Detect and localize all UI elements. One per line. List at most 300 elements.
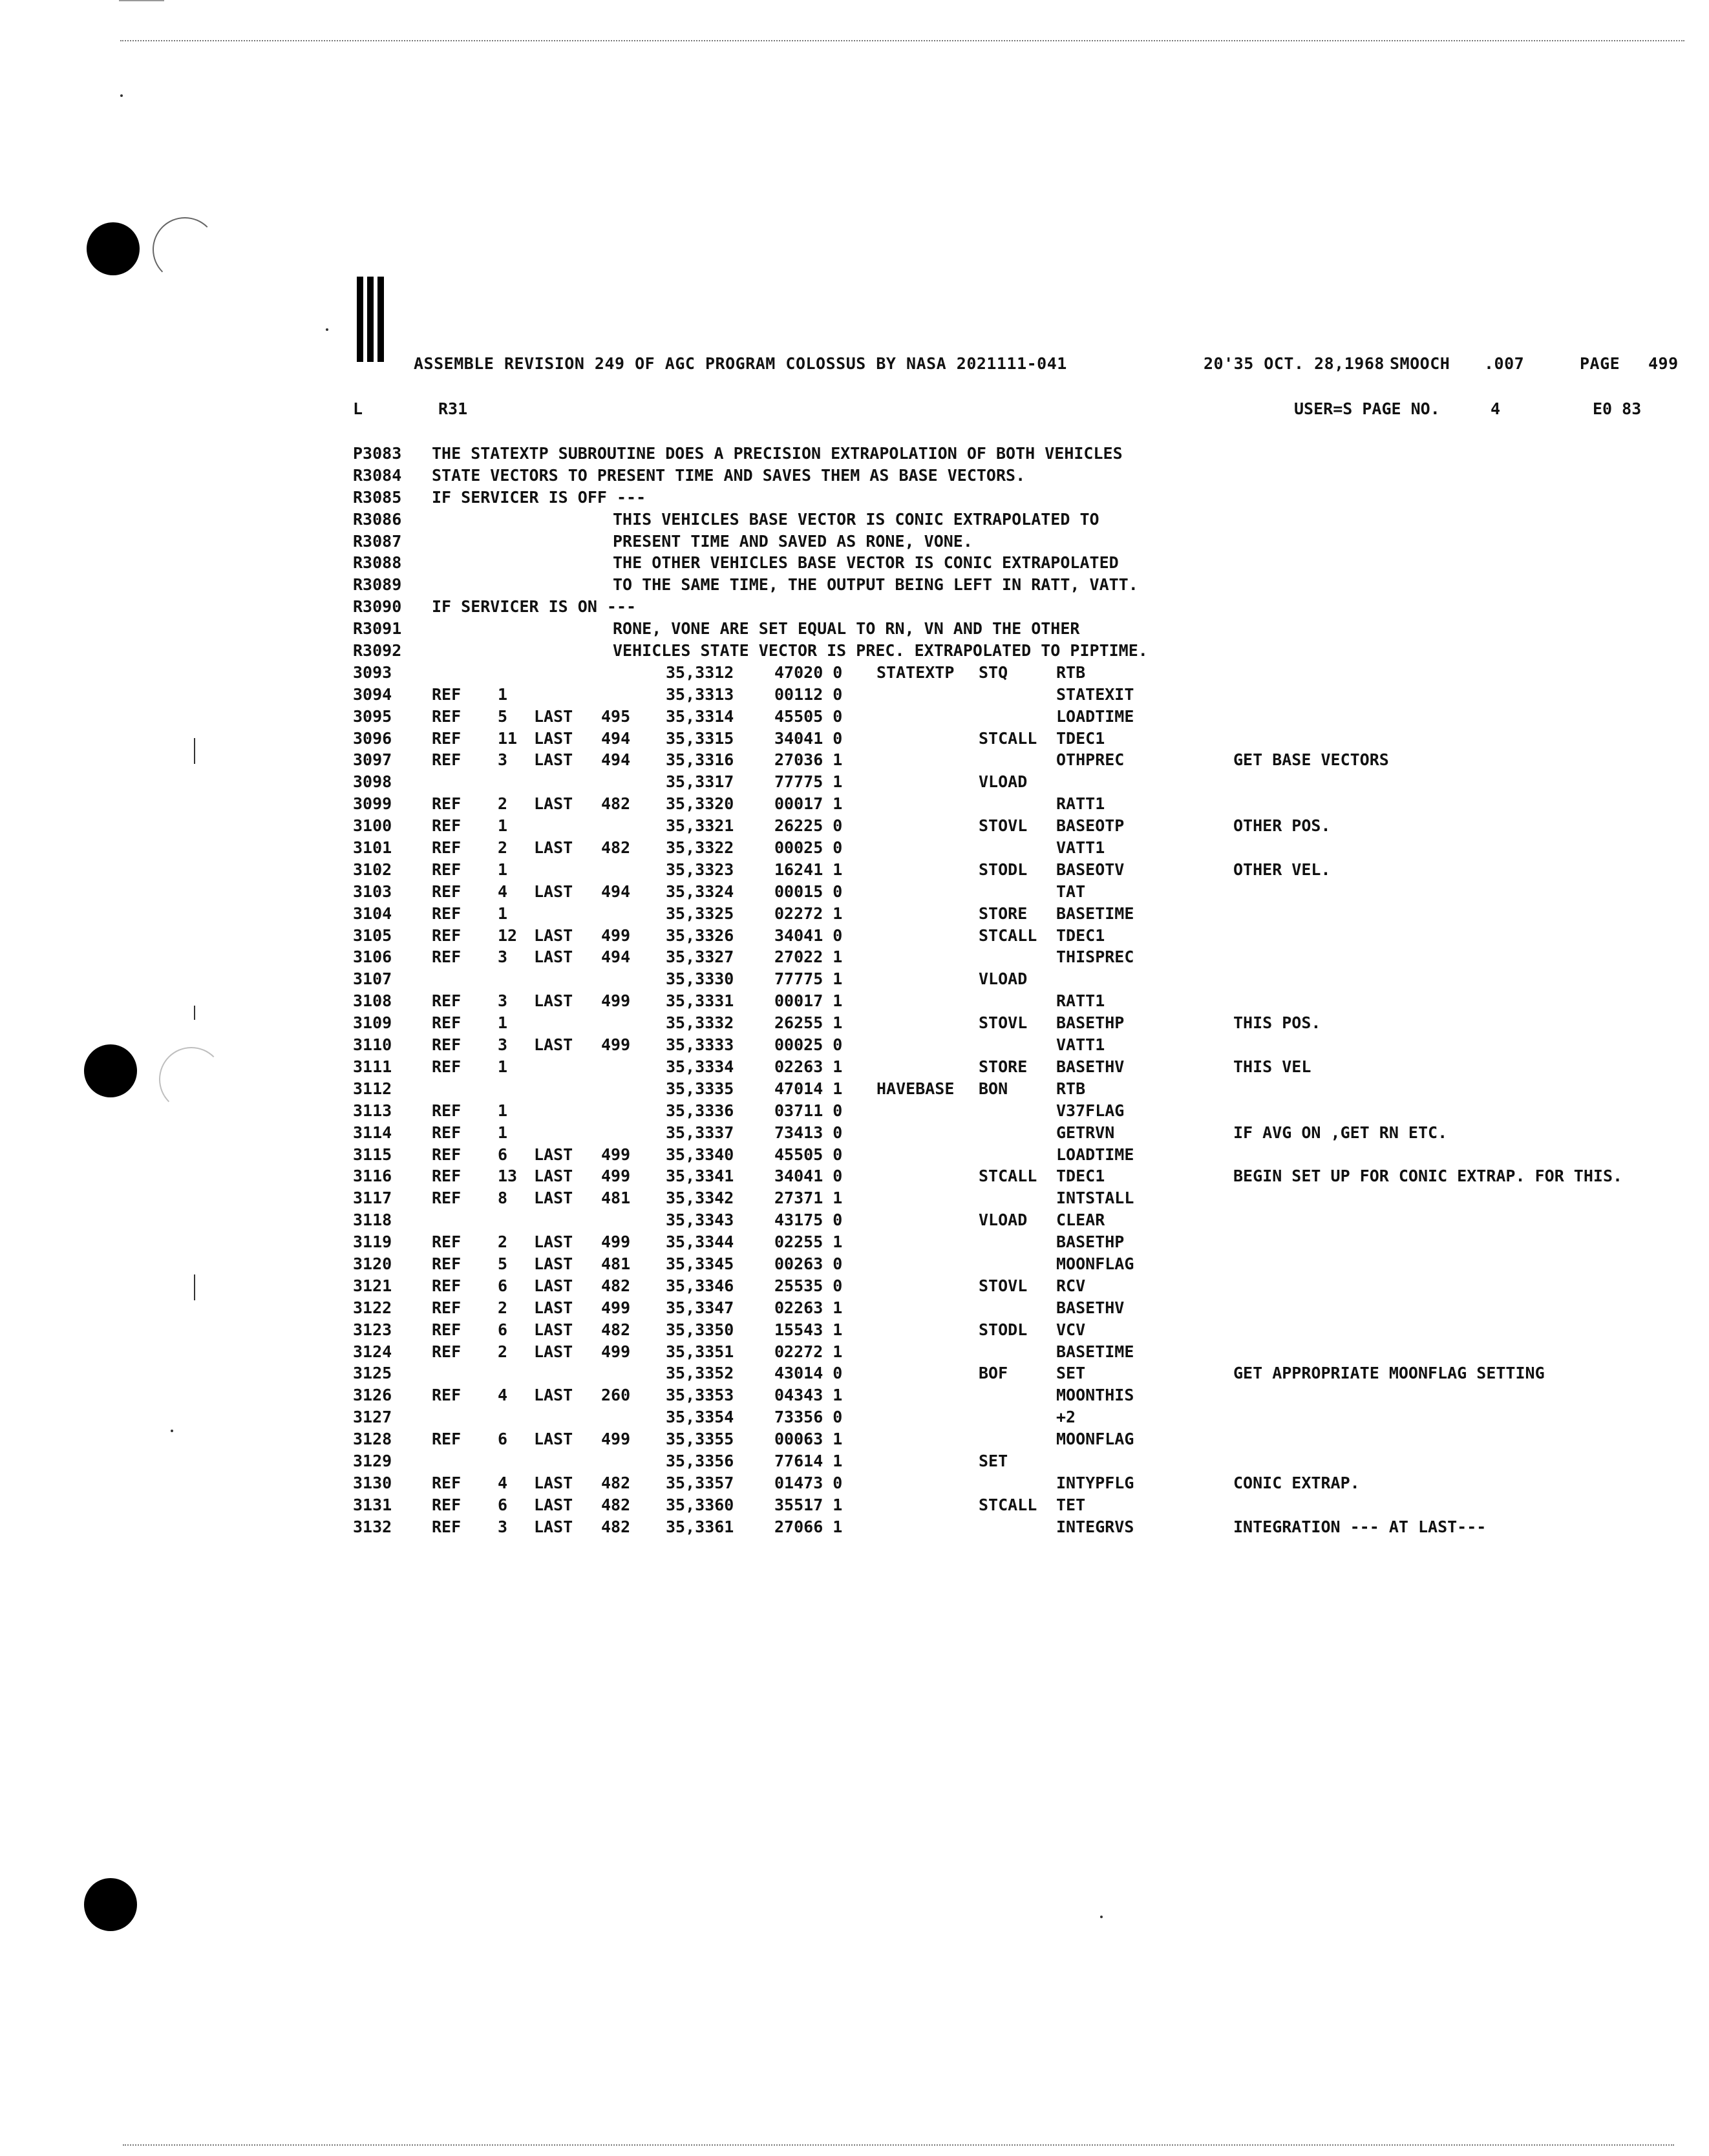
code-line	[0, 1386, 1709, 1408]
line-sequence-number: 3128	[353, 1430, 392, 1449]
operand: GETRVN	[1056, 1123, 1115, 1142]
line-sequence-number: 3107	[353, 969, 392, 989]
octal-word: 02255 1	[774, 1232, 843, 1252]
octal-word: 02272 1	[774, 904, 843, 923]
reference-type: REF	[432, 860, 462, 879]
line-sequence-number: 3124	[353, 1342, 392, 1361]
reference-count: 2	[498, 1232, 508, 1252]
speck	[1100, 1916, 1103, 1918]
last-reference-page: 499	[601, 925, 631, 945]
speck	[326, 328, 328, 331]
line-sequence-number: R3085	[353, 487, 402, 507]
line-sequence-number: 3111	[353, 1057, 392, 1076]
reference-count: 2	[498, 1342, 508, 1361]
operand: BASETHP	[1056, 1232, 1125, 1252]
last-reference-page: 499	[601, 1430, 631, 1449]
operand: INTSTALL	[1056, 1189, 1134, 1208]
reference-type: REF	[432, 1013, 462, 1033]
code-line	[0, 904, 1709, 926]
code-line	[0, 1320, 1709, 1342]
line-sequence-number: 3105	[353, 925, 392, 945]
reference-count: 2	[498, 838, 508, 858]
code-line	[0, 1364, 1709, 1386]
last-reference-label: LAST	[534, 1035, 573, 1055]
last-reference-label: LAST	[534, 1473, 573, 1492]
comment-text: IF SERVICER IS OFF ---	[432, 487, 646, 507]
memory-address: 35,3335	[666, 1079, 734, 1098]
reference-count: 1	[498, 1123, 508, 1142]
code-line	[0, 1298, 1709, 1320]
code-line	[0, 794, 1709, 816]
code-line	[0, 729, 1709, 751]
memory-address: 35,3331	[666, 991, 734, 1011]
octal-word: 43175 0	[774, 1210, 843, 1230]
comment-line	[0, 641, 1709, 663]
operand: INTYPFLG	[1056, 1473, 1134, 1492]
reference-count: 8	[498, 1189, 508, 1208]
code-line	[0, 1342, 1709, 1364]
listing-user: SMOOCH	[1390, 354, 1450, 373]
line-sequence-number: P3083	[353, 444, 402, 463]
operand: TET	[1056, 1495, 1086, 1514]
memory-address: 35,3332	[666, 1013, 734, 1033]
line-sequence-number: 3116	[353, 1167, 392, 1186]
octal-word: 01473 0	[774, 1473, 843, 1492]
code-comment: GET APPROPRIATE MOONFLAG SETTING	[1233, 1364, 1545, 1383]
operand: VCV	[1056, 1320, 1086, 1339]
reference-type: REF	[432, 947, 462, 967]
octal-word: 27022 1	[774, 947, 843, 967]
reference-type: REF	[432, 1189, 462, 1208]
operand: TAT	[1056, 882, 1086, 901]
last-reference-page: 499	[601, 1145, 631, 1164]
reference-type: REF	[432, 1232, 462, 1252]
reference-count: 1	[498, 684, 508, 704]
line-sequence-number: 3100	[353, 816, 392, 836]
reference-type: REF	[432, 750, 462, 770]
code-line	[0, 685, 1709, 707]
subheader-user-page: USER=S PAGE NO.	[1294, 399, 1440, 418]
reference-count: 1	[498, 1013, 508, 1033]
memory-address: 35,3340	[666, 1145, 734, 1164]
reference-type: REF	[432, 1320, 462, 1339]
operand: BASEOTP	[1056, 816, 1125, 836]
operand: BASETHV	[1056, 1298, 1125, 1317]
line-sequence-number: R3091	[353, 619, 402, 639]
comment-text: IF SERVICER IS ON ---	[432, 597, 637, 617]
octal-word: 16241 1	[774, 860, 843, 879]
last-reference-label: LAST	[534, 1495, 573, 1514]
line-sequence-number: 3096	[353, 728, 392, 748]
operand: TDEC1	[1056, 925, 1105, 945]
line-sequence-number: 3126	[353, 1386, 392, 1405]
octal-word: 77614 1	[774, 1451, 843, 1470]
reference-type: REF	[432, 794, 462, 814]
last-reference-label: LAST	[534, 1232, 573, 1252]
line-sequence-number: 3097	[353, 750, 392, 770]
octal-word: 00263 0	[774, 1254, 843, 1273]
reference-type: REF	[432, 706, 462, 726]
reference-count: 6	[498, 1145, 508, 1164]
memory-address: 35,3350	[666, 1320, 734, 1339]
subheader-section: R31	[438, 399, 468, 418]
memory-address: 35,3316	[666, 750, 734, 770]
opcode: STCALL	[979, 1167, 1037, 1186]
reference-count: 1	[498, 860, 508, 879]
memory-address: 35,3312	[666, 662, 734, 682]
reference-count: 3	[498, 750, 508, 770]
memory-address: 35,3313	[666, 684, 734, 704]
listing-pageinfo: .007	[1484, 354, 1525, 373]
paper-bottom-edge	[123, 2144, 1674, 2146]
line-sequence-number: 3114	[353, 1123, 392, 1142]
reference-count: 6	[498, 1320, 508, 1339]
code-line	[0, 1013, 1709, 1035]
code-line	[0, 838, 1709, 860]
reference-count: 1	[498, 904, 508, 923]
line-sequence-number: 3110	[353, 1035, 392, 1055]
last-reference-page: 482	[601, 1473, 631, 1492]
operand: TDEC1	[1056, 728, 1105, 748]
reference-count: 3	[498, 1035, 508, 1055]
opcode: VLOAD	[979, 1210, 1028, 1230]
reference-type: REF	[432, 1495, 462, 1514]
listing-body	[0, 444, 1709, 1539]
comment-text: THE STATEXTP SUBROUTINE DOES A PRECISION EXTRAPOLATION OF BOTH VEHICLES	[432, 444, 1123, 463]
line-sequence-number: 3099	[353, 794, 392, 814]
operand: +2	[1056, 1408, 1076, 1427]
code-line	[0, 1254, 1709, 1276]
octal-word: 47020 0	[774, 662, 843, 682]
memory-address: 35,3361	[666, 1517, 734, 1536]
octal-word: 77775 1	[774, 772, 843, 792]
reference-type: REF	[432, 904, 462, 923]
code-line	[0, 1145, 1709, 1167]
operand: BASETHV	[1056, 1057, 1125, 1076]
operand: RTB	[1056, 662, 1086, 682]
last-reference-label: LAST	[534, 1189, 573, 1208]
code-line	[0, 1079, 1709, 1101]
subheader-right-code: E0 83	[1593, 399, 1642, 418]
octal-word: 25535 0	[774, 1276, 843, 1295]
operand: THISPREC	[1056, 947, 1134, 967]
code-line	[0, 1517, 1709, 1539]
reference-type: REF	[432, 991, 462, 1011]
line-sequence-number: R3090	[353, 597, 402, 617]
last-reference-page: 494	[601, 947, 631, 967]
printer-logo	[353, 277, 398, 380]
memory-address: 35,3347	[666, 1298, 734, 1317]
last-reference-label: LAST	[534, 1386, 573, 1405]
last-reference-page: 482	[601, 1276, 631, 1295]
octal-word: 00025 0	[774, 838, 843, 858]
operand: MOONFLAG	[1056, 1430, 1134, 1449]
memory-address: 35,3320	[666, 794, 734, 814]
reference-count: 2	[498, 1298, 508, 1317]
comment-line	[0, 532, 1709, 554]
reference-type: REF	[432, 1123, 462, 1142]
line-sequence-number: 3094	[353, 684, 392, 704]
line-sequence-number: 3103	[353, 882, 392, 901]
comment-line	[0, 488, 1709, 510]
memory-address: 35,3342	[666, 1189, 734, 1208]
opcode: STOVL	[979, 1276, 1028, 1295]
reference-count: 5	[498, 1254, 508, 1273]
punch-hole-top	[87, 222, 140, 275]
memory-address: 35,3352	[666, 1364, 734, 1383]
memory-address: 35,3341	[666, 1167, 734, 1186]
last-reference-page: 499	[601, 991, 631, 1011]
memory-address: 35,3334	[666, 1057, 734, 1076]
opcode: STCALL	[979, 1495, 1037, 1514]
reference-type: REF	[432, 684, 462, 704]
memory-address: 35,3324	[666, 882, 734, 901]
octal-word: 15543 1	[774, 1320, 843, 1339]
last-reference-label: LAST	[534, 1517, 573, 1536]
code-line	[0, 1167, 1709, 1189]
operand: INTEGRVS	[1056, 1517, 1134, 1536]
memory-address: 35,3345	[666, 1254, 734, 1273]
comment-line	[0, 510, 1709, 532]
octal-word: 26225 0	[774, 816, 843, 836]
line-sequence-number: 3101	[353, 838, 392, 858]
last-reference-label: LAST	[534, 991, 573, 1011]
code-line	[0, 1474, 1709, 1495]
reference-count: 4	[498, 882, 508, 901]
last-reference-label: LAST	[534, 1145, 573, 1164]
speck	[120, 94, 123, 97]
punch-hole-bottom	[84, 1878, 137, 1931]
last-reference-page: 494	[601, 750, 631, 770]
opcode: BOF	[979, 1364, 1008, 1383]
octal-word: 47014 1	[774, 1079, 843, 1098]
operand: BASEOTV	[1056, 860, 1125, 879]
reference-count: 1	[498, 1101, 508, 1120]
reference-type: REF	[432, 728, 462, 748]
code-line	[0, 1210, 1709, 1232]
comment-line	[0, 553, 1709, 575]
memory-address: 35,3355	[666, 1430, 734, 1449]
memory-address: 35,3325	[666, 904, 734, 923]
code-line	[0, 1189, 1709, 1210]
last-reference-page: 499	[601, 1342, 631, 1361]
reference-type: REF	[432, 1057, 462, 1076]
last-reference-page: 482	[601, 1495, 631, 1514]
memory-address: 35,3357	[666, 1473, 734, 1492]
listing-title: ASSEMBLE REVISION 249 OF AGC PROGRAM COLOSSUS BY NASA 2021111-041	[414, 354, 1067, 373]
subheader-left-code: L	[353, 399, 363, 418]
operand: SET	[1056, 1364, 1086, 1383]
last-reference-label: LAST	[534, 1320, 573, 1339]
line-sequence-number: 3095	[353, 706, 392, 726]
last-reference-page: 494	[601, 728, 631, 748]
octal-word: 73356 0	[774, 1408, 843, 1427]
opcode: STCALL	[979, 925, 1037, 945]
memory-address: 35,3354	[666, 1408, 734, 1427]
reference-count: 3	[498, 1517, 508, 1536]
punch-ring-top	[153, 217, 217, 282]
code-line	[0, 1408, 1709, 1430]
comment-line	[0, 444, 1709, 466]
last-reference-label: LAST	[534, 1430, 573, 1449]
code-line	[0, 663, 1709, 685]
line-sequence-number: 3125	[353, 1364, 392, 1383]
code-line	[0, 969, 1709, 991]
code-line	[0, 1035, 1709, 1057]
reference-type: REF	[432, 1430, 462, 1449]
last-reference-page: 481	[601, 1254, 631, 1273]
operand: RATT1	[1056, 794, 1105, 814]
line-sequence-number: 3093	[353, 662, 392, 682]
operand: VATT1	[1056, 1035, 1105, 1055]
reference-type: REF	[432, 1101, 462, 1120]
line-sequence-number: R3088	[353, 553, 402, 573]
opcode: VLOAD	[979, 772, 1028, 792]
last-reference-label: LAST	[534, 838, 573, 858]
line-sequence-number: 3106	[353, 947, 392, 967]
last-reference-page: 482	[601, 1517, 631, 1536]
line-sequence-number: 3119	[353, 1232, 392, 1252]
operand: RATT1	[1056, 991, 1105, 1011]
line-sequence-number: 3118	[353, 1210, 392, 1230]
memory-address: 35,3317	[666, 772, 734, 792]
octal-word: 34041 0	[774, 1167, 843, 1186]
octal-word: 02263 1	[774, 1057, 843, 1076]
octal-word: 35517 1	[774, 1495, 843, 1514]
memory-address: 35,3323	[666, 860, 734, 879]
octal-word: 73413 0	[774, 1123, 843, 1142]
reference-count: 13	[498, 1167, 518, 1186]
memory-address: 35,3343	[666, 1210, 734, 1230]
operand: CLEAR	[1056, 1210, 1105, 1230]
line-sequence-number: 3112	[353, 1079, 392, 1098]
comment-text: THE OTHER VEHICLES BASE VECTOR IS CONIC EXTRAPOLATED	[613, 553, 1119, 573]
line-sequence-number: 3131	[353, 1495, 392, 1514]
last-reference-page: 499	[601, 1232, 631, 1252]
last-reference-label: LAST	[534, 1254, 573, 1273]
operand: BASETIME	[1056, 904, 1134, 923]
line-sequence-number: 3123	[353, 1320, 392, 1339]
reference-type: REF	[432, 1035, 462, 1055]
last-reference-label: LAST	[534, 750, 573, 770]
memory-address: 35,3321	[666, 816, 734, 836]
reference-count: 6	[498, 1430, 508, 1449]
paper-top-edge	[120, 40, 1684, 41]
line-sequence-number: R3089	[353, 575, 402, 595]
opcode: STODL	[979, 860, 1028, 879]
comment-text: THIS VEHICLES BASE VECTOR IS CONIC EXTRAPOLATED TO	[613, 509, 1099, 529]
reference-type: REF	[432, 1254, 462, 1273]
code-comment: INTEGRATION --- AT LAST---	[1233, 1517, 1487, 1536]
octal-word: 34041 0	[774, 728, 843, 748]
reference-count: 6	[498, 1276, 508, 1295]
memory-address: 35,3322	[666, 838, 734, 858]
line-sequence-number: 3122	[353, 1298, 392, 1317]
comment-text: STATE VECTORS TO PRESENT TIME AND SAVES THEM AS BASE VECTORS.	[432, 465, 1026, 485]
octal-word: 27371 1	[774, 1189, 843, 1208]
last-reference-label: LAST	[534, 1342, 573, 1361]
memory-address: 35,3344	[666, 1232, 734, 1252]
octal-word: 00017 1	[774, 794, 843, 814]
comment-line	[0, 466, 1709, 488]
last-reference-label: LAST	[534, 1167, 573, 1186]
code-line	[0, 1057, 1709, 1079]
last-reference-page: 482	[601, 1320, 631, 1339]
reference-count: 3	[498, 991, 508, 1011]
listing-page-label: PAGE	[1580, 354, 1620, 373]
operand: VATT1	[1056, 838, 1105, 858]
comment-text: PRESENT TIME AND SAVED AS RONE, VONE.	[613, 531, 973, 551]
line-sequence-number: 3121	[353, 1276, 392, 1295]
comment-line	[0, 575, 1709, 597]
opcode: VLOAD	[979, 969, 1028, 989]
line-sequence-number: 3115	[353, 1145, 392, 1164]
opcode: BON	[979, 1079, 1008, 1098]
octal-word: 45505 0	[774, 706, 843, 726]
reference-count: 4	[498, 1386, 508, 1405]
operand: TDEC1	[1056, 1167, 1105, 1186]
octal-word: 00017 1	[774, 991, 843, 1011]
memory-address: 35,3346	[666, 1276, 734, 1295]
code-comment: OTHER VEL.	[1233, 860, 1331, 879]
line-sequence-number: 3117	[353, 1189, 392, 1208]
operand: STATEXIT	[1056, 684, 1134, 704]
octal-word: 43014 0	[774, 1364, 843, 1383]
octal-word: 02272 1	[774, 1342, 843, 1361]
paper-edge-tab	[119, 0, 164, 1]
reference-count: 4	[498, 1473, 508, 1492]
opcode: STOVL	[979, 816, 1028, 836]
code-line	[0, 926, 1709, 948]
octal-word: 04343 1	[774, 1386, 843, 1405]
line-sequence-number: 3102	[353, 860, 392, 879]
reference-count: 1	[498, 1057, 508, 1076]
opcode: STCALL	[979, 728, 1037, 748]
last-reference-label: LAST	[534, 882, 573, 901]
reference-type: REF	[432, 816, 462, 836]
comment-text: VEHICLES STATE VECTOR IS PREC. EXTRAPOLATED TO PIPTIME.	[613, 641, 1148, 661]
code-line	[0, 1101, 1709, 1123]
listing-datetime: 20'35 OCT. 28,1968	[1204, 354, 1385, 373]
last-reference-label: LAST	[534, 1298, 573, 1317]
line-sequence-number: R3087	[353, 531, 402, 551]
last-reference-page: 494	[601, 882, 631, 901]
comment-line	[0, 619, 1709, 641]
memory-address: 35,3353	[666, 1386, 734, 1405]
octal-word: 34041 0	[774, 925, 843, 945]
reference-count: 12	[498, 925, 518, 945]
line-sequence-number: 3127	[353, 1408, 392, 1427]
last-reference-page: 499	[601, 1035, 631, 1055]
last-reference-label: LAST	[534, 706, 573, 726]
operand: BASETIME	[1056, 1342, 1134, 1361]
operand: OTHPREC	[1056, 750, 1125, 770]
reference-type: REF	[432, 1276, 462, 1295]
reference-type: REF	[432, 925, 462, 945]
line-sequence-number: 3104	[353, 904, 392, 923]
line-sequence-number: 3108	[353, 991, 392, 1011]
listing-page-number: 499	[1648, 354, 1679, 373]
code-line	[0, 1276, 1709, 1298]
memory-address: 35,3351	[666, 1342, 734, 1361]
last-reference-page: 499	[601, 1298, 631, 1317]
reference-type: REF	[432, 1517, 462, 1536]
octal-word: 45505 0	[774, 1145, 843, 1164]
code-comment: THIS POS.	[1233, 1013, 1321, 1033]
code-line	[0, 947, 1709, 969]
operand: MOONFLAG	[1056, 1254, 1134, 1273]
operand: BASETHP	[1056, 1013, 1125, 1033]
